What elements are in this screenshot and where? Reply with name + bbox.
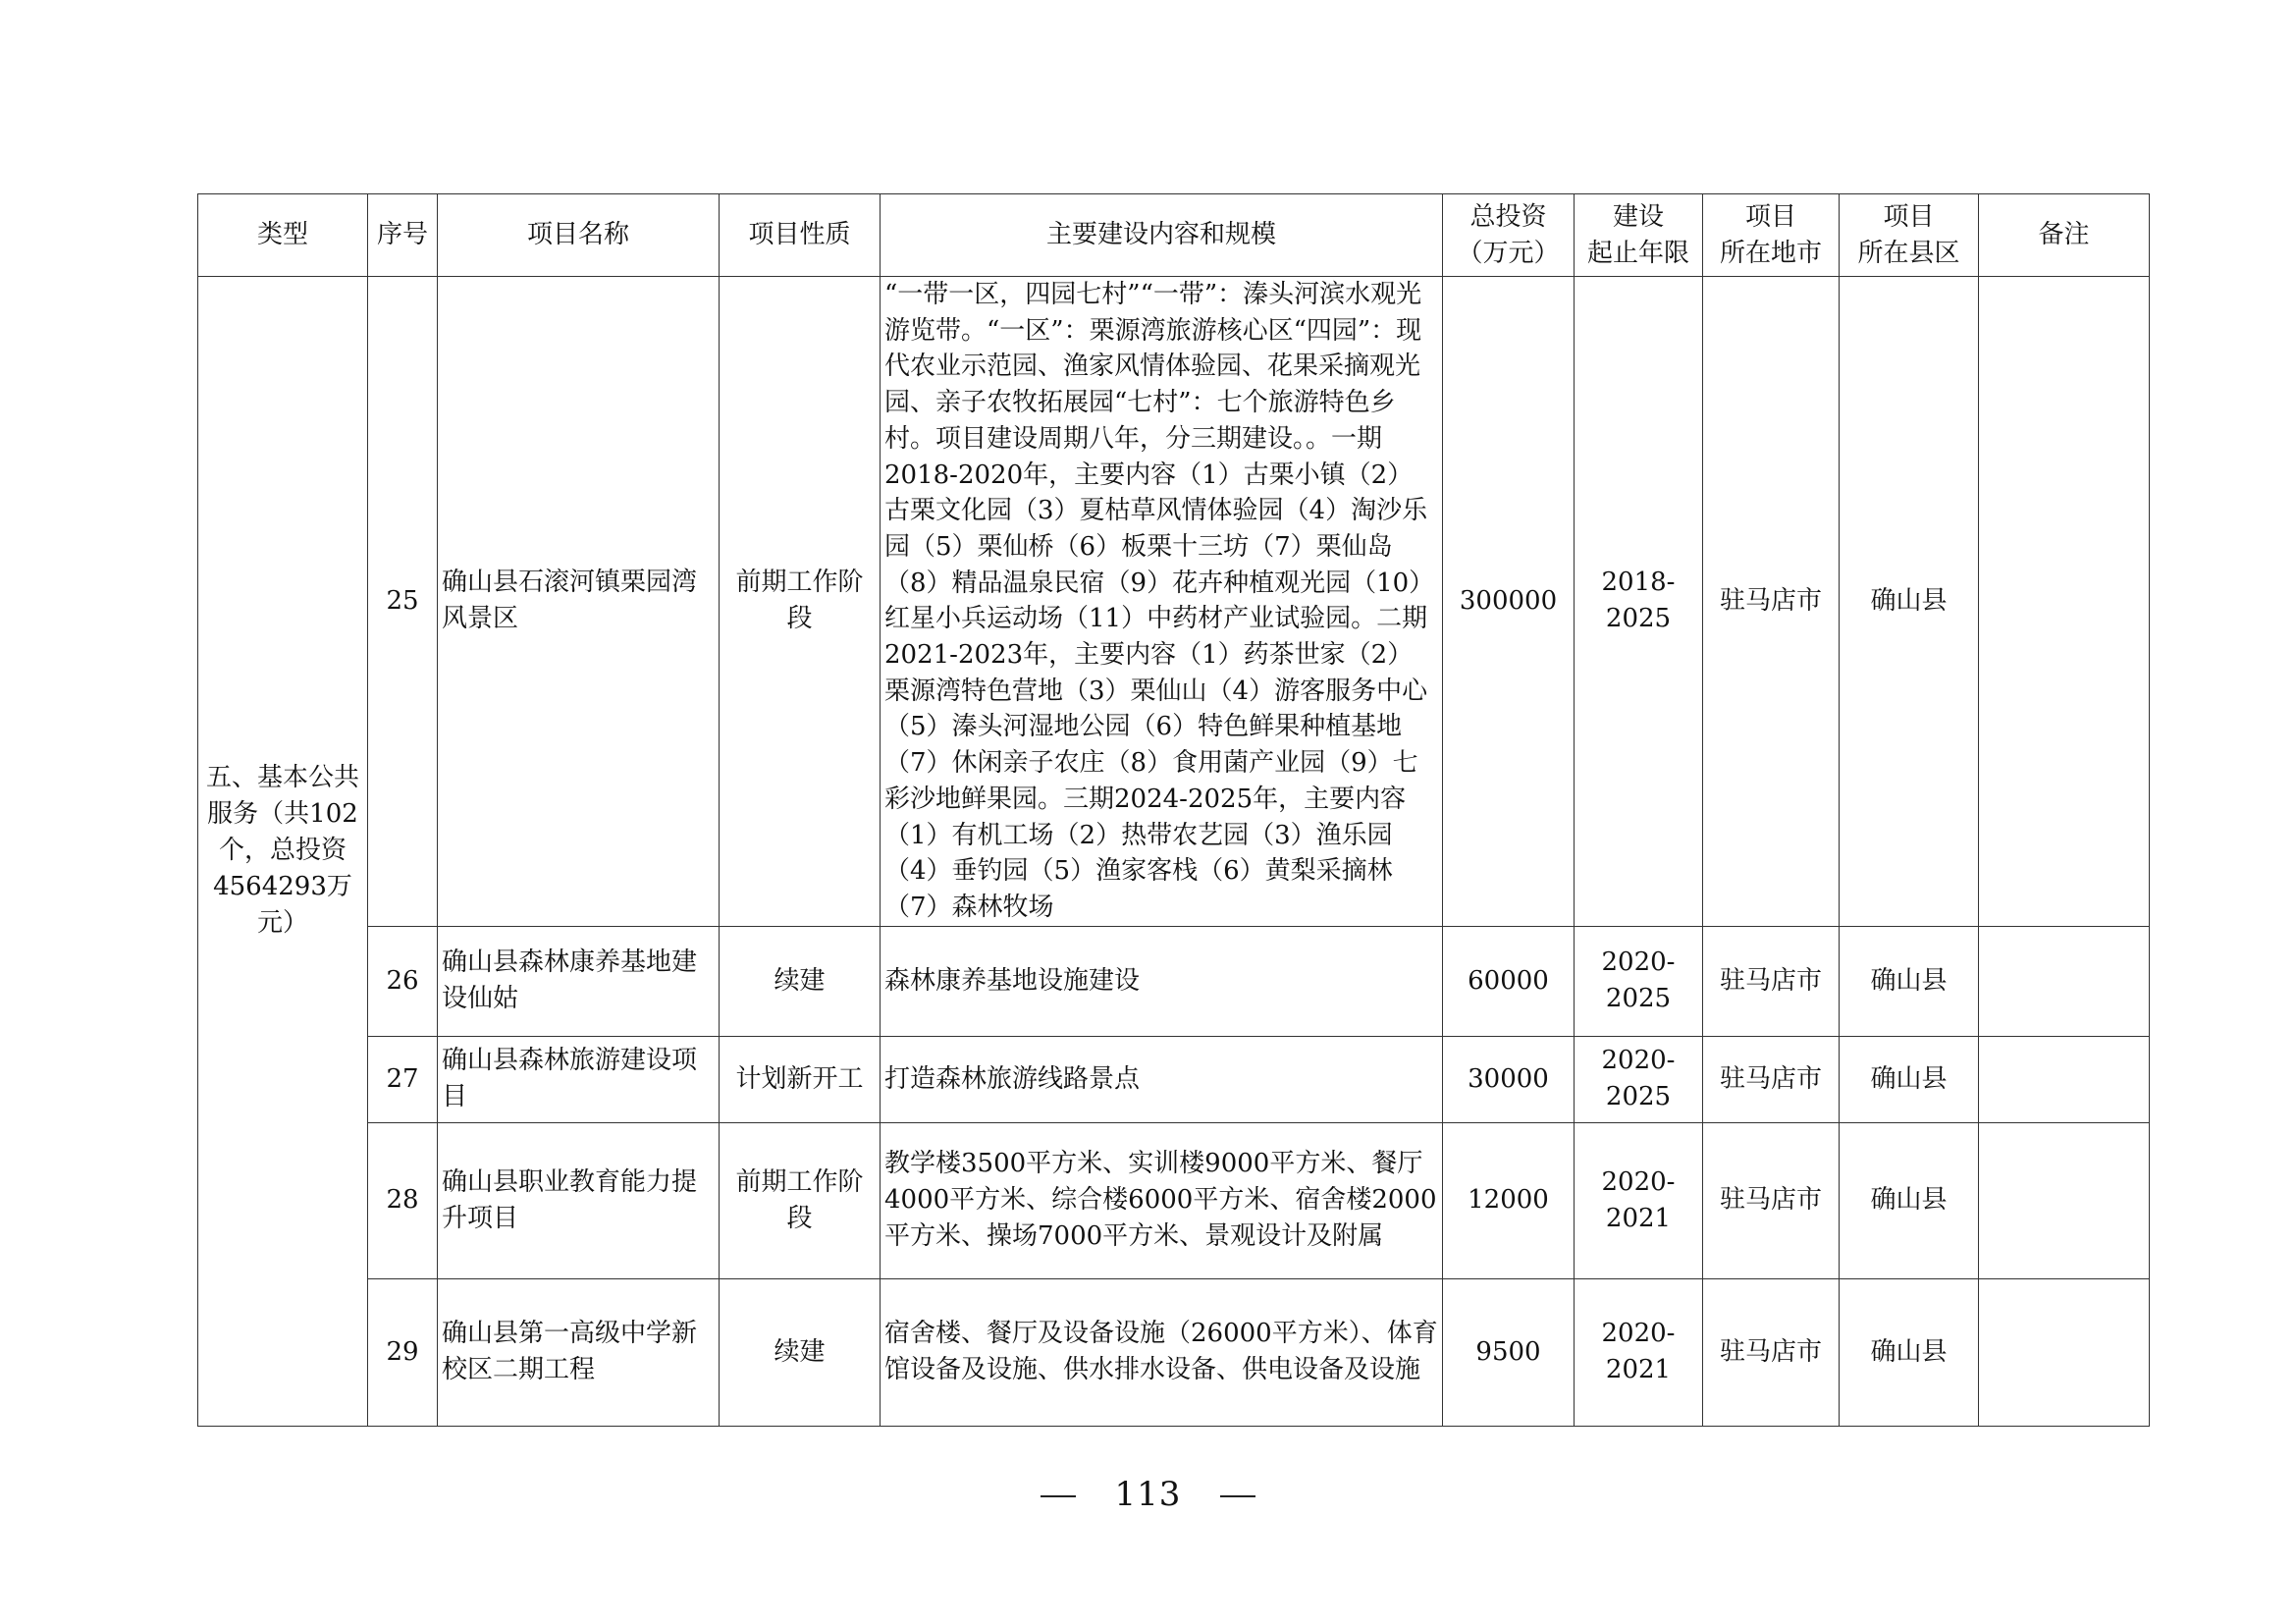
row-content: 宿舍楼、餐厅及设备设施（26000平方米）、体育馆设备及设施、供水排水设备、供电设备及设施 <box>881 1278 1443 1426</box>
header-city-line1: 项目 <box>1744 201 1796 232</box>
page-number: 113 <box>1114 1475 1182 1514</box>
row-county: 确山县 <box>1840 1278 1979 1426</box>
header-city-line2: 所在地市 <box>1719 238 1822 268</box>
row-period: 2020-2021 <box>1575 1122 1703 1278</box>
header-seq: 序号 <box>368 194 438 277</box>
row-content: “一带一区，四园七村”“一带”：溱头河滨水观光游览带。“一区”：栗源湾旅游核心区“四园”：现代农业示范园、渔家风情体验园、花果采摘观光园、亲子农牧拓展园“七村”：七个旅游特色乡村。项目建设周期八年，分三期建设。。一期2018-2020年，主要内容（1）古栗小镇（2）古栗文化园（3）夏枯草风情体验园（4）淘沙乐园（5）栗仙桥（6）板栗十三坊（7）栗仙岛（8）精品温泉民宿（9）花卉种植观光园（10）红星小兵运动场（11）中药材产业试验园。二期2021-2023年，主要内容（1）药茶世家（2）栗源湾特色营地（3）栗仙山（4）游客服务中心（5）溱头河湿地公园（6）特色鲜果种植基地（7）休闲亲子农庄（8）食用菌产业园（9）七彩沙地鲜果园。三期2024-2025年，主要内容（1）有机工场（2）热带农艺园（3）渔乐园（4）垂钓园（5）渔家客栈（6）黄梨采摘林（7）森林牧场 <box>881 277 1443 927</box>
row-seq: 28 <box>368 1122 438 1278</box>
header-county-line1: 项目 <box>1883 201 1935 232</box>
row-note <box>1979 1278 2150 1426</box>
row-note <box>1979 277 2150 927</box>
header-nature: 项目性质 <box>720 194 881 277</box>
row-city: 驻马店市 <box>1703 926 1840 1036</box>
table-row <box>198 926 2150 1036</box>
row-period: 2018-2025 <box>1575 277 1703 927</box>
row-nature: 计划新开工 <box>720 1036 881 1122</box>
header-county <box>1840 194 1979 277</box>
row-period: 2020-2025 <box>1575 926 1703 1036</box>
row-note <box>1979 926 2150 1036</box>
table-row <box>198 277 2150 927</box>
row-content: 教学楼3500平方米、实训楼9000平方米、餐厅4000平方米、综合楼6000平方米、宿舍楼2000平方米、操场7000平方米、景观设计及附属 <box>881 1122 1443 1278</box>
row-investment: 60000 <box>1443 926 1575 1036</box>
footer-dash-left <box>1041 1495 1076 1497</box>
table-row <box>198 1122 2150 1278</box>
row-county: 确山县 <box>1840 1036 1979 1122</box>
header-period-line2: 起止年限 <box>1586 238 1689 268</box>
row-content: 森林康养基地设施建设 <box>881 926 1443 1036</box>
row-county: 确山县 <box>1840 1122 1979 1278</box>
header-content: 主要建设内容和规模 <box>881 194 1443 277</box>
row-seq: 29 <box>368 1278 438 1426</box>
header-name: 项目名称 <box>438 194 720 277</box>
row-name: 确山县石滚河镇栗园湾风景区 <box>438 277 720 927</box>
row-content: 打造森林旅游线路景点 <box>881 1036 1443 1122</box>
row-city: 驻马店市 <box>1703 1122 1840 1278</box>
row-county: 确山县 <box>1840 926 1979 1036</box>
row-investment: 300000 <box>1443 277 1575 927</box>
row-seq: 27 <box>368 1036 438 1122</box>
row-nature: 前期工作阶段 <box>720 277 881 927</box>
header-investment-line1: 总投资 <box>1469 201 1547 232</box>
row-name: 确山县第一高级中学新校区二期工程 <box>438 1278 720 1426</box>
row-name: 确山县森林康养基地建设仙姑 <box>438 926 720 1036</box>
header-row <box>198 194 2150 277</box>
header-type: 类型 <box>198 194 368 277</box>
header-city <box>1703 194 1840 277</box>
table-row <box>198 1036 2150 1122</box>
header-county-line2: 所在县区 <box>1857 238 1960 268</box>
row-nature: 续建 <box>720 926 881 1036</box>
row-period: 2020-2021 <box>1575 1278 1703 1426</box>
header-investment-line2: （万元） <box>1457 238 1560 268</box>
row-note <box>1979 1036 2150 1122</box>
row-period: 2020-2025 <box>1575 1036 1703 1122</box>
row-seq: 26 <box>368 926 438 1036</box>
row-city: 驻马店市 <box>1703 1036 1840 1122</box>
category-cell: 五、基本公共服务（共102个，总投资4564293万元） <box>198 277 368 1427</box>
header-period-line1: 建设 <box>1612 201 1664 232</box>
row-county: 确山县 <box>1840 277 1979 927</box>
row-investment: 30000 <box>1443 1036 1575 1122</box>
header-investment <box>1443 194 1575 277</box>
project-table <box>197 193 2150 1427</box>
table-row <box>198 1278 2150 1426</box>
page-footer <box>0 1475 2296 1514</box>
header-period <box>1575 194 1703 277</box>
row-note <box>1979 1122 2150 1278</box>
row-investment: 9500 <box>1443 1278 1575 1426</box>
header-note: 备注 <box>1979 194 2150 277</box>
row-investment: 12000 <box>1443 1122 1575 1278</box>
footer-dash-right <box>1220 1495 1255 1497</box>
row-name: 确山县职业教育能力提升项目 <box>438 1122 720 1278</box>
row-city: 驻马店市 <box>1703 1278 1840 1426</box>
row-seq: 25 <box>368 277 438 927</box>
row-nature: 续建 <box>720 1278 881 1426</box>
row-city: 驻马店市 <box>1703 277 1840 927</box>
row-name: 确山县森林旅游建设项目 <box>438 1036 720 1122</box>
row-nature: 前期工作阶段 <box>720 1122 881 1278</box>
